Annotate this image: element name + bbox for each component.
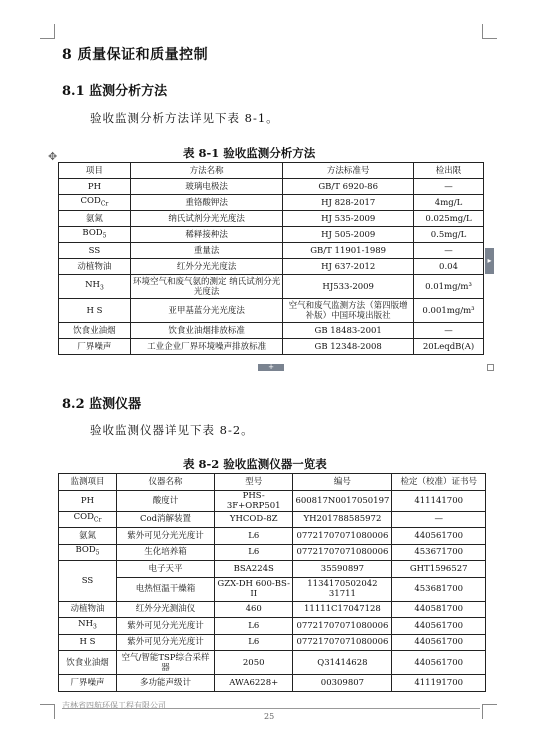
table-row: [59, 634, 486, 651]
table-row: [59, 259, 484, 275]
cell-method: 亚甲基蓝分光光度法: [130, 299, 283, 323]
cell-item: [59, 227, 131, 243]
table-row: [59, 561, 486, 578]
cell-item: [59, 195, 131, 211]
cell-standard: HJ 828-2017: [283, 195, 414, 211]
section-title: 8 质量保证和质量控制: [62, 47, 209, 63]
cell-instrument: 多功能声级计: [117, 675, 215, 692]
cell-item: 饮食业油烟: [59, 651, 117, 675]
table-row: [59, 651, 486, 675]
subscript: Cr: [100, 200, 109, 208]
table-row: [59, 227, 484, 243]
cell-standard: GB 18483-2001: [283, 323, 414, 339]
move-handle-icon[interactable]: ✥: [48, 150, 58, 163]
cell-cert: 411191700: [392, 675, 486, 692]
side-tab-icon[interactable]: ▸: [485, 248, 494, 274]
cell-limit: —: [414, 243, 484, 259]
cell-model: L6: [215, 618, 293, 635]
cell-item: 动植物油: [59, 259, 131, 275]
cell-serial: 07721707071080006: [293, 618, 392, 635]
subscript: 3: [99, 284, 104, 292]
cell-limit: 0.025mg/L: [414, 211, 484, 227]
table-row: [59, 675, 486, 692]
header-cell: 编号: [293, 474, 392, 491]
cell-instrument: 紫外可见分光光度计: [117, 528, 215, 545]
cell-model: BSA224S: [215, 561, 293, 578]
crop-mark-top-right: [482, 24, 497, 39]
cell-cert: 440561700: [392, 618, 486, 635]
cell-item-text: NH: [78, 618, 94, 629]
cell-instrument: 生化培养箱: [117, 544, 215, 561]
table-row: [59, 577, 486, 601]
table-row: [59, 544, 486, 561]
cell-serial: 1134170502042 31711: [293, 577, 392, 601]
table-row: [59, 339, 484, 355]
cell-standard: GB/T 11901-1989: [283, 243, 414, 259]
cell-item-text: H S: [86, 305, 103, 316]
cell-limit: 0.01mg/m³: [414, 275, 484, 299]
cell-instrument: 空气/智能TSP综合采样器: [117, 651, 215, 675]
cell-limit: 0.5mg/L: [414, 227, 484, 243]
cell-cert: 440581700: [392, 601, 486, 618]
cell-serial: YH201788585972: [293, 511, 392, 528]
cell-cert: 453671700: [392, 544, 486, 561]
header-cell: 检定（校准）证书号: [392, 474, 486, 491]
table-row: [59, 275, 484, 299]
subscript: 5: [102, 232, 107, 240]
crop-mark-top-left: [40, 24, 55, 39]
cell-limit: 0.001mg/m³: [414, 299, 484, 323]
cell-standard: 空气和废气监测方法（第四版增补版）中国环境出版社: [283, 299, 414, 323]
cell-serial: 35590897: [293, 561, 392, 578]
cell-model: GZX-DH 600-BS-II: [215, 577, 293, 601]
table-row: [59, 179, 484, 195]
cell-item: 厂界噪声: [59, 675, 117, 692]
header-cell: 方法名称: [130, 163, 283, 179]
cell-serial: 07721707071080006: [293, 634, 392, 651]
cell-model: YHCOD-8Z: [215, 511, 293, 528]
cell-item-text: COD: [73, 512, 94, 523]
table-row: [59, 511, 486, 528]
cell-instrument: 电子天平: [117, 561, 215, 578]
cell-item: [59, 618, 117, 635]
cell-item: SS: [59, 243, 131, 259]
cell-model: L6: [215, 544, 293, 561]
subscript: 5: [95, 550, 100, 558]
cell-serial: 07721707071080006: [293, 544, 392, 561]
cell-item: [59, 544, 117, 561]
table-header-row: [59, 163, 484, 179]
cell-cert: 440561700: [392, 651, 486, 675]
cell-model: 2050: [215, 651, 293, 675]
cell-serial: Q31414628: [293, 651, 392, 675]
table-8-2-caption: 表 8-2 验收监测仪器一览表: [183, 457, 327, 471]
cell-item: PH: [59, 490, 117, 511]
cell-method: 稀释接种法: [130, 227, 283, 243]
cell-item: PH: [59, 179, 131, 195]
cell-method: 环境空气和废气氨的测定 纳氏试剂分光光度法: [130, 275, 283, 299]
footer-divider: [62, 708, 480, 709]
subscript: Cr: [93, 517, 102, 525]
cell-serial: 07721707071080006: [293, 528, 392, 545]
page-number: 25: [264, 712, 275, 721]
cell-limit: —: [414, 179, 484, 195]
resize-handle-icon[interactable]: [487, 364, 494, 371]
cell-instrument: 电热恒温干燥箱: [117, 577, 215, 601]
instrument-table: [58, 473, 486, 692]
header-cell: 方法标准号: [283, 163, 414, 179]
cell-method: 重铬酸钾法: [130, 195, 283, 211]
cell-item: [59, 299, 131, 323]
cell-item-text: BOD: [75, 545, 96, 556]
cell-model: AWA6228+: [215, 675, 293, 692]
footer-company: 吉林省四航环保工程有限公司: [62, 701, 166, 710]
cell-method: 纳氏试剂分光光度法: [130, 211, 283, 227]
cell-model: 460: [215, 601, 293, 618]
cell-cert: 411141700: [392, 490, 486, 511]
cell-standard: HJ 505-2009: [283, 227, 414, 243]
table-header-row: [59, 474, 486, 491]
cell-standard: HJ 637-2012: [283, 259, 414, 275]
cell-item-text: COD: [80, 195, 101, 206]
cell-item-text: BOD: [82, 227, 103, 238]
cell-cert: GHT1596527: [392, 561, 486, 578]
cell-method: 红外分光光度法: [130, 259, 283, 275]
cell-limit: 4mg/L: [414, 195, 484, 211]
table-row: [59, 195, 484, 211]
table-row: [59, 299, 484, 323]
cell-instrument: 紫外可见分光光度计: [117, 618, 215, 635]
subsection-title-8-1: 8.1 监测分析方法: [62, 84, 168, 99]
subsection-title-8-2: 8.2 监测仪器: [62, 397, 142, 412]
cell-item-text: NH: [85, 279, 100, 290]
cell-item: [59, 275, 131, 299]
cell-standard: GB 12348-2008: [283, 339, 414, 355]
crop-mark-bottom-right: [482, 704, 497, 719]
cell-standard: HJ533-2009: [283, 275, 414, 299]
header-cell: 项目: [59, 163, 131, 179]
cell-item: 动植物油: [59, 601, 117, 618]
paragraph-8-2: 验收监测仪器详见下表 8-2。: [90, 423, 254, 437]
table-row: [59, 618, 486, 635]
add-row-icon[interactable]: +: [258, 364, 284, 371]
cell-serial: 600817N0017050197: [293, 490, 392, 511]
table-8-1-caption: 表 8-1 验收监测分析方法: [183, 146, 316, 160]
analysis-method-table: [58, 162, 484, 355]
cell-model: PHS-3F+ORP501: [215, 490, 293, 511]
cell-item: 氨氮: [59, 211, 131, 227]
cell-instrument: 红外分光测油仪: [117, 601, 215, 618]
cell-model: L6: [215, 634, 293, 651]
cell-method: 饮食业油烟排放标准: [130, 323, 283, 339]
cell-cert: 453681700: [392, 577, 486, 601]
header-cell: 仪器名称: [117, 474, 215, 491]
header-cell: 检出限: [414, 163, 484, 179]
cell-cert: 440561700: [392, 634, 486, 651]
cell-instrument: Cod消解装置: [117, 511, 215, 528]
table-row: [59, 323, 484, 339]
cell-item: SS: [59, 561, 117, 602]
cell-item: H S: [59, 634, 117, 651]
cell-cert: —: [392, 511, 486, 528]
cell-method: 工业企业厂界环境噪声排放标准: [130, 339, 283, 355]
table-row: [59, 211, 484, 227]
cell-item: 厂界噪声: [59, 339, 131, 355]
crop-mark-bottom-left: [40, 704, 55, 719]
paragraph-8-1: 验收监测分析方法详见下表 8-1。: [90, 111, 279, 125]
table-row: [59, 243, 484, 259]
cell-item: [59, 511, 117, 528]
cell-model: L6: [215, 528, 293, 545]
table-row: [59, 601, 486, 618]
table-row: [59, 490, 486, 511]
cell-item: 饮食业油烟: [59, 323, 131, 339]
cell-limit: 0.04: [414, 259, 484, 275]
cell-cert: 440561700: [392, 528, 486, 545]
subscript: 3: [93, 623, 97, 631]
cell-item: 氨氮: [59, 528, 117, 545]
cell-method: 玻璃电极法: [130, 179, 283, 195]
cell-limit: —: [414, 323, 484, 339]
cell-standard: GB/T 6920-86: [283, 179, 414, 195]
cell-standard: HJ 535-2009: [283, 211, 414, 227]
cell-serial: 11111C17047128: [293, 601, 392, 618]
cell-instrument: 酸度计: [117, 490, 215, 511]
cell-instrument: 紫外可见分光光度计: [117, 634, 215, 651]
cell-limit: 20LeqdB(A): [414, 339, 484, 355]
header-cell: 监测项目: [59, 474, 117, 491]
cell-serial: 00309807: [293, 675, 392, 692]
header-cell: 型号: [215, 474, 293, 491]
cell-method: 重量法: [130, 243, 283, 259]
table-row: [59, 528, 486, 545]
